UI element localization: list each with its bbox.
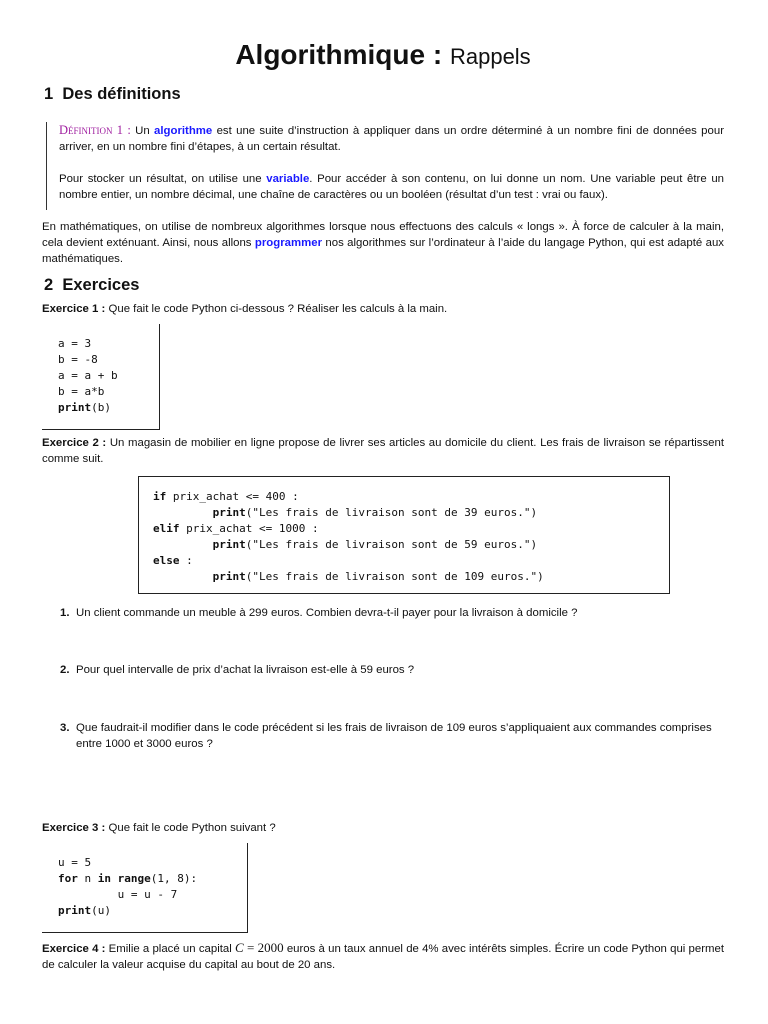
question-1 — [60, 605, 724, 621]
code-line: print(b) — [58, 401, 111, 414]
exercise-4-label: Exercice 4 : — [42, 943, 106, 955]
code-line: else : — [153, 554, 193, 567]
question-text: Un client commande un meuble à 299 euros. Combien devra-t-il payer pour la livraison à domicile ? — [76, 607, 578, 619]
document-page — [42, 0, 724, 1024]
code-line: b = a*b — [58, 385, 105, 398]
exercise-1-statement: Exercice 1 : Que fait le code Python ci-dessous ? Réaliser les calculs à la main. — [42, 303, 448, 315]
code-line: elif prix_achat <= 1000 : — [153, 522, 319, 535]
question-text: Que faudrait-il modifier dans le code précédent si les frais de livraison de 109 euros s’appliquaient aux commandes comprises entre 1000 et 3000 euros ? — [76, 722, 712, 750]
keyword-variable: variable — [266, 173, 310, 185]
title-sub: Rappels — [449, 44, 531, 69]
code-line: u = 5 — [58, 856, 92, 869]
question-number: 2. — [60, 664, 70, 676]
question-text: Pour quel intervalle de prix d’achat la livraison est-elle à 59 euros ? — [76, 664, 415, 676]
code-line: u = u - 7 — [117, 888, 178, 901]
section-2-heading: 2 Exercices — [44, 276, 140, 294]
question-3 — [60, 720, 724, 750]
code-line: for n in range(1, 8): — [58, 872, 198, 885]
section-1-heading: 1 Des définitions — [44, 85, 181, 103]
keyword-programmer: programmer — [254, 237, 323, 249]
code-line: a = 3 — [58, 337, 92, 350]
intro-paragraph: En mathématiques, on utilise de nombreux algorithmes lorsque nous effectuons des calculs « longs ». À force de calculer à la main, cela devient exténuant. Ainsi, nous allons programmer nos algorithmes sur l’ordinateur à l’aide du langage Python, qui est adapté aux mathématiques. — [42, 221, 724, 265]
exercise-3-code-block — [42, 843, 248, 933]
exercise-2-label: Exercice 2 : — [42, 437, 107, 449]
exercise-2-code-block — [138, 476, 670, 594]
definition-paragraph-1: Définition 1 : Un algorithme est une suite d’instruction à appliquer dans un ordre déterminé à un nombre fini de données pour arriver, en un nombre fini d’étapes, à un certain résultat. — [59, 123, 724, 153]
code-line: print(u) — [58, 904, 111, 917]
code-line: print("Les frais de livraison sont de 39 euros.") — [212, 506, 538, 519]
exercise-1-code-block — [42, 324, 160, 430]
keyword-algorithme: algorithme — [154, 125, 213, 137]
code-line: if prix_achat <= 400 : — [153, 490, 299, 503]
code-line: a = a + b — [58, 369, 118, 382]
math-equation: = 2000 — [243, 940, 284, 955]
title-main: Algorithmique : — [235, 39, 443, 70]
code-line: print("Les frais de livraison sont de 59 euros.") — [212, 538, 538, 551]
math-variable-c: C — [234, 940, 244, 955]
definition-label: Définition 1 : — [59, 123, 131, 137]
exercise-3-statement: Exercice 3 : Que fait le code Python suivant ? — [42, 822, 276, 834]
exercise-2-statement: Exercice 2 : Un magasin de mobilier en ligne propose de livrer ses articles au domicile du client. Les frais de livraison se répartissent comme suit. — [42, 437, 724, 465]
page-title — [42, 38, 724, 74]
code-line: print("Les frais de livraison sont de 109 euros.") — [212, 570, 544, 583]
definition-paragraph-2: Pour stocker un résultat, on utilise une variable. Pour accéder à son contenu, on lui donne un nom. Une variable peut être un nombre entier, un nombre décimal, une chaîne de caractères ou un booléen (résultat d’un test : vrai ou faux). — [59, 173, 724, 201]
question-number: 3. — [60, 722, 70, 734]
question-2 — [60, 662, 724, 678]
exercise-3-label: Exercice 3 : — [42, 822, 106, 834]
definition-box — [46, 122, 724, 210]
question-number: 1. — [60, 607, 70, 619]
exercise-1-label: Exercice 1 : — [42, 303, 106, 315]
code-line: b = -8 — [58, 353, 98, 366]
exercise-4-statement: Exercice 4 : Emilie a placé un capital C = 2000 euros à un taux annuel de 4% avec intérêts simples. Écrire un code Python qui permet de calculer la valeur acquise du capital au bout de 20 ans. — [42, 940, 724, 971]
